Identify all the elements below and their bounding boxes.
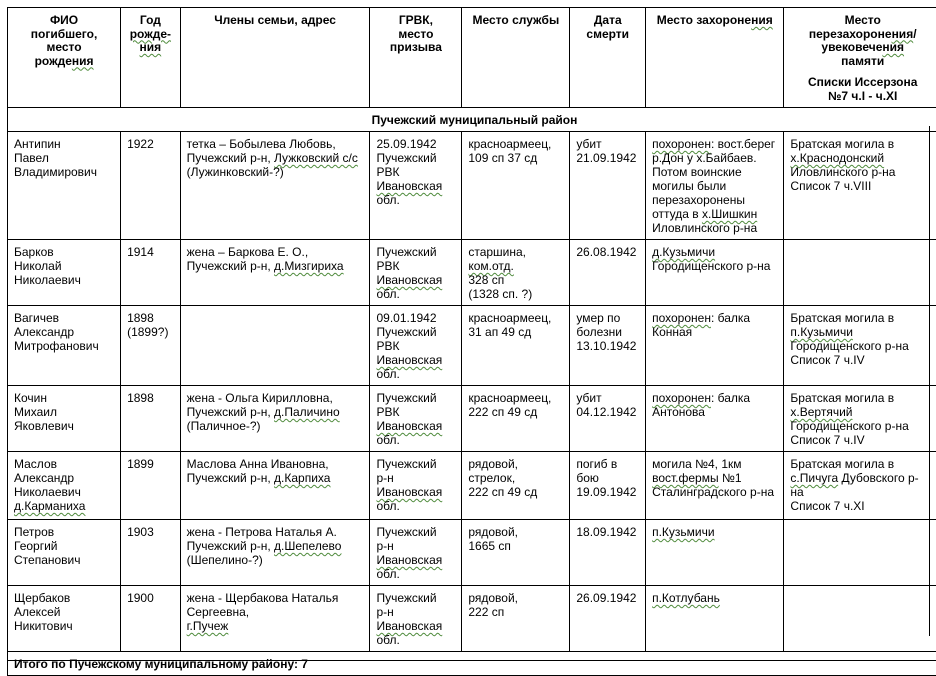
header-row [8,8,936,108]
cell-line: Пучежский [376,457,455,471]
cell-line: №7 ч.I - ч.XI [787,90,936,104]
cell-name [8,386,121,452]
cell-line: Городищенского р-на [790,339,935,353]
cell-year [121,132,181,240]
cell-line: 1898 [127,391,174,405]
cell-line: р-н [376,605,455,619]
cell-grvk [370,520,462,586]
cell-line: Николай [14,259,114,273]
cell-death-date [570,452,646,520]
cell-death-date [570,306,646,386]
cell-line: 09.01.1942 [376,311,455,325]
cell-line: Никитович [14,619,114,633]
cell-service [462,452,570,520]
cell-year [121,240,181,306]
cell-line: Место службы [465,14,566,28]
cell-line: Иловлинского р-на [790,165,935,179]
cell-line: призыва [373,41,458,55]
cell-memorial [784,452,936,520]
cell-year [121,452,181,520]
cell-line: Иловлинского р-на [652,221,777,235]
cell-line: Конная [652,325,777,339]
cell-line: Пучежский [376,591,455,605]
cell-line: Пучежский р-н, Лужковский с/с [187,151,364,165]
cell-line: красноармеец, [468,137,563,151]
header-memorial [784,8,936,108]
cell-line: жена - Щербакова Наталья [187,591,364,605]
cell-line: Маслов [14,457,114,471]
cell-line: место [373,28,458,42]
cell-line: (Лужинковский-?) [187,165,364,179]
cell-line: Сталинградского р-на [652,485,777,499]
cell-line: 13.10.1942 [576,339,639,353]
cell-line: ния [124,41,177,55]
cell-line: Пучежский [376,325,455,339]
cell-line: похоронен: балка [652,311,777,325]
cell-family [180,240,370,306]
cell-line: жена - Петрова Наталья А. [187,525,364,539]
cell-line: похоронен: балка [652,391,777,405]
cell-grvk [370,386,462,452]
cell-line: (Шепелино-?) [187,553,364,567]
cell-line: Михаил [14,405,114,419]
header-burial [646,8,784,108]
cell-line: Петров [14,525,114,539]
cell-line: Братская могила в [790,391,935,405]
cell-line: (Паличное-?) [187,419,364,433]
cell-line: рядовой, [468,525,563,539]
cell-line: Ивановская [376,179,455,193]
table-row [8,240,936,306]
cell-line: Пучежский [376,151,455,165]
total-text: Итого по Пучежскому муниципальному району: 7 [8,652,936,676]
cell-year [121,520,181,586]
cell-burial [646,386,784,452]
cell-line: Николаевич [14,485,114,499]
cell-service [462,386,570,452]
cell-line: ФИО [11,14,117,28]
cell-line: р-н [376,471,455,485]
cell-line: Яковлевич [14,419,114,433]
cell-line: оттуда в х.Шишкин [652,207,777,221]
cell-line: 1899 [127,457,174,471]
cell-line: х.Вертячий [790,405,935,419]
header-memorial-title [787,14,936,68]
cell-line: жена - Ольга Кирилловна, [187,391,364,405]
cell-line: Митрофанович [14,339,114,353]
cell-line: Пучежский [376,245,455,259]
cell-memorial [784,586,936,652]
cell-service [462,520,570,586]
cell-line: жена – Баркова Е. О., [187,245,364,259]
cell-service [462,240,570,306]
cell-family [180,386,370,452]
cell-line: РВК [376,339,455,353]
cell-line: д.Карманиха [14,499,114,513]
cell-line: Вагичев [14,311,114,325]
cell-line: п.Котлубань [652,591,777,605]
cell-year [121,386,181,452]
cell-line: 109 сп 37 сд [468,151,563,165]
cell-line: Братская могила в [790,311,935,325]
cell-line: Списки Иссерзона [787,76,936,90]
cell-line: Кочин [14,391,114,405]
cell-line: 26.09.1942 [576,591,639,605]
cell-line: Пучежский р-н, д.Шепелево [187,539,364,553]
cell-line: Год [124,14,177,28]
cell-line: смерти [573,28,642,42]
cell-line: РВК [376,259,455,273]
cell-family [180,586,370,652]
cell-line: Место захоронения [649,14,780,28]
cell-line: ком.отд. [468,259,563,273]
cell-grvk [370,132,462,240]
cell-line: погиб в [576,457,639,471]
cell-line: Николаевич [14,273,114,287]
cell-line: увековечения [787,41,936,55]
cell-family [180,306,370,386]
total-row [8,652,936,676]
cell-line: Список 7 ч.VIII [790,179,935,193]
cell-line: Барков [14,245,114,259]
header-memorial-sub [787,76,936,103]
cell-burial [646,240,784,306]
cell-line: 31 ап 49 сд [468,325,563,339]
cell-line: тетка – Бобылева Любовь, [187,137,364,151]
cell-grvk [370,452,462,520]
cell-death-date [570,586,646,652]
cell-line: рожде- [124,28,177,42]
section-row [8,108,936,132]
cell-line: 222 сп 49 сд [468,485,563,499]
cell-line: обл. [376,567,455,581]
cell-line: Павел [14,151,114,165]
header-grvk [370,8,462,108]
cell-grvk [370,306,462,386]
cell-line: 25.09.1942 [376,137,455,151]
cell-memorial [784,520,936,586]
cell-line: Пучежский р-н, д.Карпиха [187,471,364,485]
cell-line: Алексей [14,605,114,619]
cell-line: рядовой, [468,457,563,471]
section-title: Пучежский муниципальный район [8,108,936,132]
cell-service [462,586,570,652]
cell-line: (1328 сп. ?) [468,287,563,301]
cell-line: Сергеевна, [187,605,364,619]
cell-line: на [790,485,935,499]
cell-family [180,520,370,586]
cell-line: вост.фермы №1 [652,471,777,485]
cell-line: рождения [11,55,117,69]
cell-line: ГРВК, [373,14,458,28]
cell-line: 04.12.1942 [576,405,639,419]
cell-burial [646,306,784,386]
cell-line: Список 7 ч.IV [790,353,935,367]
cell-line: Братская могила в [790,457,935,471]
cell-name [8,586,121,652]
cell-line: Антонова [652,405,777,419]
cell-line: 1922 [127,137,174,151]
cell-line: Место [787,14,936,28]
cell-line: обл. [376,367,455,381]
cell-line: памяти [787,55,936,69]
cell-line: Георгий [14,539,114,553]
cell-line: Пучежский [376,525,455,539]
table-row [8,132,936,240]
table-row [8,452,936,520]
cell-line: Ивановская [376,353,455,367]
cell-line: 1898 [127,311,174,325]
cell-line: красноармеец, [468,311,563,325]
cell-line: Ивановская [376,273,455,287]
cell-line: Ивановская [376,485,455,499]
table-row [8,306,936,386]
cell-line: Щербаков [14,591,114,605]
cell-line: Александр [14,325,114,339]
cell-line: 19.09.1942 [576,485,639,499]
cell-line: Александр [14,471,114,485]
cell-line: (1899?) [127,325,174,339]
cell-line: обл. [376,433,455,447]
cell-line: перезахоронения/ [787,28,936,42]
cell-line: РВК [376,405,455,419]
cell-line: 1900 [127,591,174,605]
cell-line: 1903 [127,525,174,539]
table-row [8,586,936,652]
cell-line: умер по [576,311,639,325]
table-row [8,386,936,452]
cell-line: могилы были [652,179,777,193]
cell-death-date [570,132,646,240]
cell-line: бою [576,471,639,485]
cell-line: Потом воинские [652,165,777,179]
cell-line: п.Кузьмичи [790,325,935,339]
cell-line: Городищенского р-на [652,259,777,273]
cell-death-date [570,386,646,452]
cell-line: Пучежский р-н, д.Мизгириха [187,259,364,273]
cell-name [8,452,121,520]
cell-burial [646,452,784,520]
cell-year [121,306,181,386]
cell-line: обл. [376,193,455,207]
cell-line: Маслова Анна Ивановна, [187,457,364,471]
cell-line: д.Кузьмичи [652,245,777,259]
cell-line: п.Кузьмичи [652,525,777,539]
memorial-table [7,7,936,676]
cell-name [8,240,121,306]
cell-line: погибшего, [11,28,117,42]
cell-line: 18.09.1942 [576,525,639,539]
cell-burial [646,520,784,586]
cell-line: 222 сп 49 сд [468,405,563,419]
cell-family [180,452,370,520]
cell-name [8,132,121,240]
cell-grvk [370,586,462,652]
cell-name [8,520,121,586]
cell-line: Дата [573,14,642,28]
cell-line: х.Краснодонский [790,151,935,165]
cell-line: место [11,41,117,55]
cell-line: р-н [376,539,455,553]
cell-line: Антипин [14,137,114,151]
cell-burial [646,132,784,240]
cell-line: Пучежский р-н, д.Паличино [187,405,364,419]
cell-line: могила №4, 1км [652,457,777,471]
header-name [8,8,121,108]
header-family [180,8,370,108]
cell-line: красноармеец, [468,391,563,405]
cell-line: с.Пичуга Дубовского р- [790,471,935,485]
cell-family [180,132,370,240]
cell-line: обл. [376,499,455,513]
cell-line: Ивановская [376,419,455,433]
cell-line: г.Пучеж [187,619,364,633]
cell-line: р.Дон у х.Байбаев. [652,151,777,165]
cell-line: Городищенского р-на [790,419,935,433]
cell-death-date [570,240,646,306]
cell-line: 222 сп [468,605,563,619]
cell-line: Ивановская [376,553,455,567]
cell-service [462,306,570,386]
bottom-border-line [7,660,936,661]
cell-line: Владимирович [14,165,114,179]
cell-line: Члены семьи, адрес [184,14,367,28]
table-row [8,520,936,586]
cell-grvk [370,240,462,306]
cell-line: убит [576,391,639,405]
cell-line: 1665 сп [468,539,563,553]
header-year [121,8,181,108]
cell-burial [646,586,784,652]
cell-line: стрелок, [468,471,563,485]
cell-line: Пучежский [376,391,455,405]
cell-line: старшина, [468,245,563,259]
header-service [462,8,570,108]
cell-memorial [784,132,936,240]
cell-line: Список 7 ч.XI [790,499,935,513]
cell-line: 1914 [127,245,174,259]
cell-line: обл. [376,633,455,647]
cell-line: Братская могила в [790,137,935,151]
cell-death-date [570,520,646,586]
cell-line: убит [576,137,639,151]
header-death-date [570,8,646,108]
cell-line: 328 сп [468,273,563,287]
cell-line: похоронен: вост.берег [652,137,777,151]
right-border-line [929,126,930,636]
cell-line: 21.09.1942 [576,151,639,165]
cell-line: 26.08.1942 [576,245,639,259]
cell-line: болезни [576,325,639,339]
cell-memorial [784,386,936,452]
cell-year [121,586,181,652]
cell-line: перезахоронены [652,193,777,207]
cell-line: рядовой, [468,591,563,605]
cell-name [8,306,121,386]
cell-line: обл. [376,287,455,301]
cell-line: Ивановская [376,619,455,633]
cell-memorial [784,240,936,306]
cell-memorial [784,306,936,386]
cell-line: Степанович [14,553,114,567]
cell-service [462,132,570,240]
cell-line: РВК [376,165,455,179]
cell-line: Список 7 ч.IV [790,433,935,447]
